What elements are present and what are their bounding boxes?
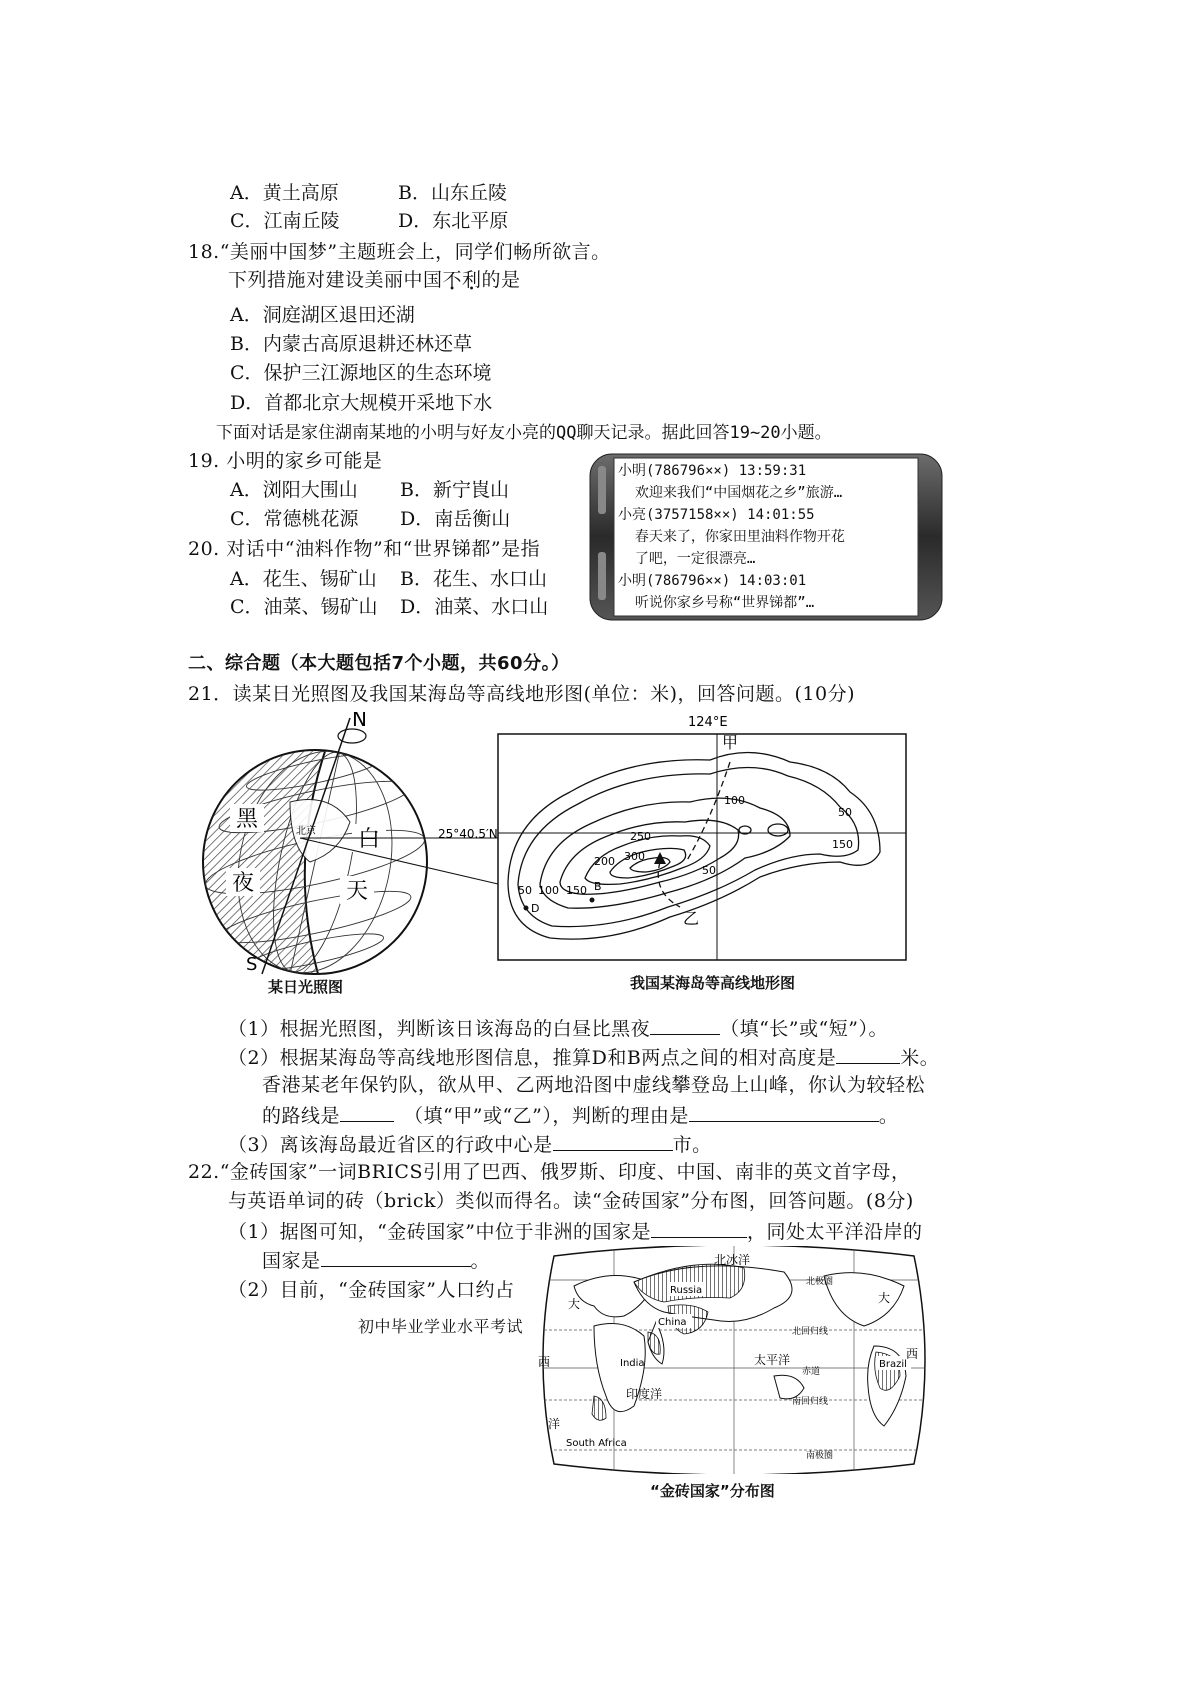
q18-option-b: B．内蒙古高原退耕还林还草 [230, 333, 472, 355]
q17-option-a: A．黄土高原 [230, 182, 339, 204]
map-point-d: D [531, 902, 540, 915]
q21-part2-line3: 的路线是 （填“甲”或“乙”），判断的理由是 。 [262, 1101, 898, 1129]
map-point-b: B [594, 880, 602, 893]
contour-label: 150 [566, 884, 587, 897]
phone-chat-figure [588, 452, 944, 622]
q19-option-c: C．常德桃花源 [230, 508, 359, 530]
globe-ye-label: 夜 [232, 871, 255, 896]
page-footer: 初中毕业学业水平考试 [358, 1317, 524, 1336]
chat-log [618, 460, 918, 614]
map-atlantic-label: 西 [538, 1355, 551, 1369]
map-brazil-label: Brazil [879, 1359, 907, 1370]
q18-option-a: A．洞庭湖区退田还湖 [230, 304, 415, 326]
island-contour-map [438, 715, 906, 960]
chat-line: 春天来了，你家田里油料作物开花 [618, 529, 845, 545]
q22-part1-line2: 国家是 。 [262, 1246, 490, 1274]
q20-option-c: C．油菜、锡矿山 [230, 596, 378, 618]
globe-hei-label: 黑 [236, 807, 259, 832]
globe-north-label: N [352, 712, 367, 731]
contour-label: 50 [838, 806, 852, 819]
q22-stem-2: 与英语单词的砖（brick）类似而得名。读“金砖国家”分布图，回答问题。(8分) [228, 1190, 914, 1212]
map-longitude-label: 124°E [688, 715, 728, 730]
q17-option-b: B．山东丘陵 [398, 182, 507, 204]
q17-option-d: D．东北平原 [398, 210, 509, 232]
contour-label: 100 [538, 884, 559, 897]
q20-option-a: A．花生、锡矿山 [230, 568, 377, 590]
caption-contour: 我国某海岛等高线地形图 [630, 974, 796, 992]
map-tropic-n-label: 北回归线 [792, 1327, 829, 1337]
q18-option-c: C．保护三江源地区的生态环境 [230, 362, 492, 384]
chat-line: 小明(786796××) 14:03:01 [618, 573, 807, 589]
map-equator-label: 赤道 [802, 1367, 821, 1377]
q21-part1: （1）根据光照图，判断该日该海岛的白昼比黑夜 （填“长”或“短”）。 [228, 1014, 888, 1042]
q18-stem-2: 下列措施对建设美丽中国不利的是 [228, 269, 521, 291]
section-heading: 二、综合题（本大题包括7个小题，共60分。） [188, 653, 570, 674]
q21-part2: （2）根据某海岛等高线地形图信息，推算D和B两点之间的相对高度是 米。 [228, 1043, 939, 1071]
map-china-label: China [658, 1317, 687, 1328]
q19-option-b: B．新宁崀山 [400, 479, 509, 501]
contour-label: 300 [624, 850, 645, 863]
globe-bai-label: 白 [358, 827, 381, 852]
chat-line: 小亮(3757158××) 14:01:55 [618, 507, 815, 523]
map-yi-label: 乙 [683, 909, 700, 928]
globe-tian-label: 天 [346, 879, 369, 904]
q20-stem: 20. 对话中“油料作物”和“世界锑都”是指 [188, 538, 541, 560]
caption-globe: 某日光照图 [268, 978, 344, 996]
q21-part3: （3）离该海岛最近省区的行政中心是 市。 [228, 1130, 712, 1158]
q21-stem: 21．读某日光照图及我国某海岛等高线地形图(单位：米)，回答问题。(10分) [188, 683, 856, 705]
map-russia-label: Russia [670, 1285, 703, 1296]
q17-option-c: C．江南丘陵 [230, 210, 340, 232]
q18-option-d: D．首都北京大规模开采地下水 [230, 392, 493, 414]
brics-world-map [534, 1246, 934, 1474]
contour-label: 200 [594, 855, 615, 868]
chat-line: 了吧，一定很漂亮… [618, 551, 756, 567]
q19-20-intro: 下面对话是家住湖南某地的小明与好友小亮的QQ聊天记录。据此回答19~20小题。 [216, 423, 832, 443]
map-latitude-label: 25°40.5′N [438, 827, 498, 841]
chat-line: 听说你家乡号称“世界锑都”… [618, 595, 815, 611]
map-atlantic-label: 大 [878, 1291, 891, 1305]
q22-stem: 22.“金砖国家”一词BRICS引用了巴西、俄罗斯、印度、中国、南非的英文首字母， [188, 1161, 911, 1183]
q20-option-b: B．花生、水口山 [400, 568, 547, 590]
map-india-label: India [620, 1358, 645, 1369]
contour-label: 250 [630, 830, 651, 843]
map-jia-label: 甲 [722, 733, 739, 752]
map-arctic-circle-label: 北极圈 [806, 1277, 834, 1287]
q19-option-d: D．南岳衡山 [400, 508, 511, 530]
contour-label: 100 [724, 794, 745, 807]
map-atlantic-label: 洋 [548, 1417, 561, 1431]
map-arctic-label: 北冰洋 [714, 1253, 751, 1267]
map-atlantic-label: 西 [906, 1347, 919, 1361]
chat-line: 小明(786796××) 13:59:31 [618, 463, 807, 479]
chat-line: 欢迎来我们“中国烟花之乡”旅游… [618, 485, 843, 501]
q22-part1: （1）据图可知，“金砖国家”中位于非洲的国家是 ，同处太平洋沿岸的 [228, 1217, 923, 1245]
map-indian-label: 印度洋 [626, 1387, 663, 1401]
contour-label: 50 [702, 864, 716, 877]
q18-stem: 18.“美丽中国梦”主题班会上，同学们畅所欲言。 [188, 241, 611, 263]
q20-option-d: D．油菜、水口山 [400, 596, 549, 618]
map-south-africa-label: South Africa [566, 1438, 627, 1449]
map-antarctic-circle-label: 南极圈 [806, 1451, 834, 1461]
q19-option-a: A．浏阳大围山 [230, 479, 358, 501]
sunlight-globe [190, 712, 429, 1002]
globe-south-label: S [246, 954, 258, 975]
globe-beijing-label: 北京 [296, 826, 316, 837]
q22-part2: （2）目前，“金砖国家”人口约占 [228, 1279, 515, 1301]
q21-figures [190, 712, 950, 1002]
map-tropic-s-label: 南回归线 [792, 1397, 829, 1407]
contour-label: 50 [518, 884, 532, 897]
map-pacific-label: 太平洋 [754, 1353, 791, 1367]
q19-stem: 19. 小明的家乡可能是 [188, 450, 383, 472]
map-atlantic-label: 大 [568, 1297, 581, 1311]
caption-brics-map: “金砖国家”分布图 [650, 1482, 775, 1500]
q21-part2-line2: 香港某老年保钓队，欲从甲、乙两地沿图中虚线攀登岛上山峰，你认为较轻松 [262, 1074, 926, 1096]
contour-label: 150 [832, 838, 853, 851]
